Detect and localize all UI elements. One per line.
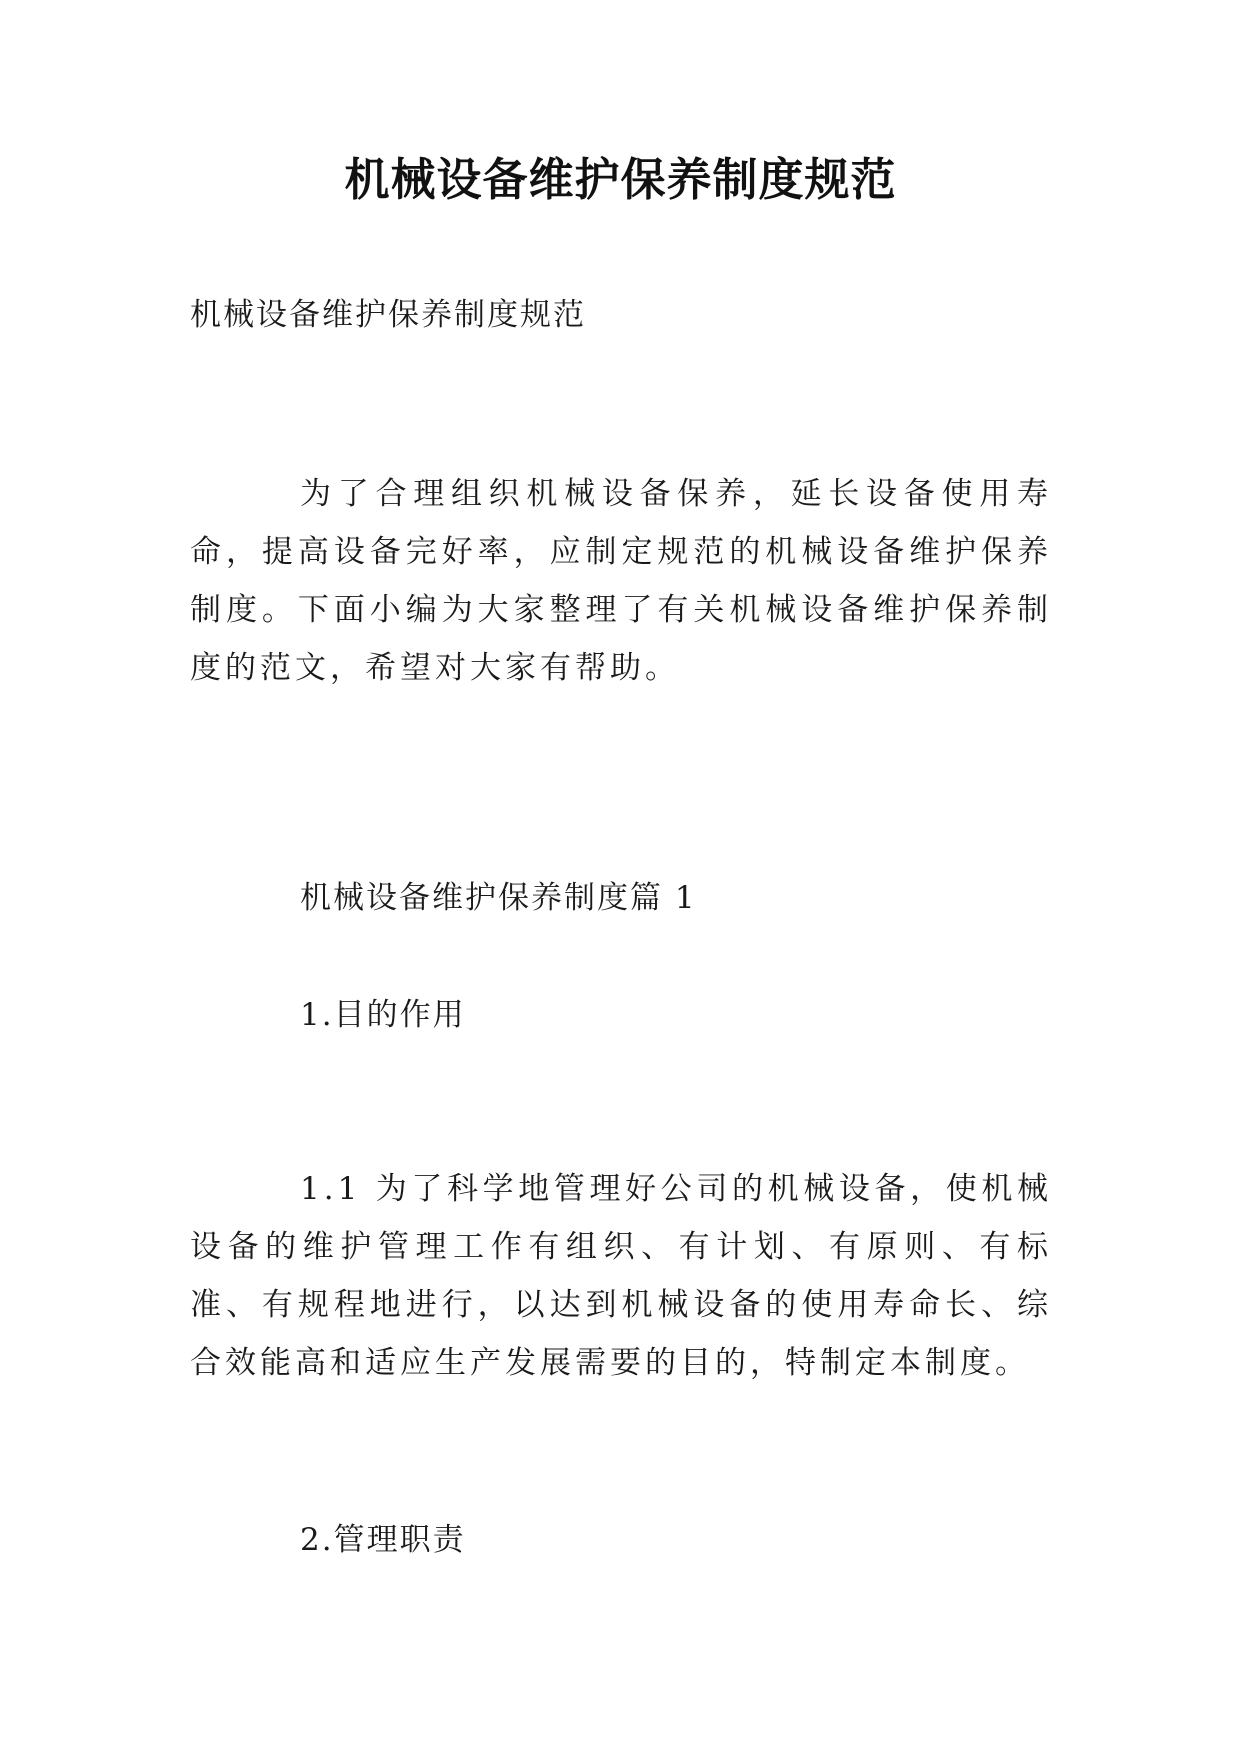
item1-heading: 1.目的作用 bbox=[300, 997, 466, 1033]
document-subtitle: 机械设备维护保养制度规范 bbox=[190, 297, 586, 333]
intro-paragraph: 为了合理组织机械设备保养，延长设备使用寿命，提高设备完好率，应制定规范的机械设备维护保养制度。下面小编为大家整理了有关机械设备维护保养制度的范文，希望对大家有帮助。 bbox=[190, 476, 1052, 686]
item2-heading: 2.管理职责 bbox=[300, 1522, 466, 1558]
section-heading: 机械设备维护保养制度篇 1 bbox=[300, 880, 697, 916]
document-title: 机械设备维护保养制度规范 bbox=[344, 153, 897, 206]
item1-1-paragraph: 1.1 为了科学地管理好公司的机械设备，使机械设备的维护管理工作有组织、有计划、有原则、有标准、有规程地进行，以达到机械设备的使用寿命长、综合效能高和适应生产发展需要的目的，特制定本制度。 bbox=[190, 1171, 1052, 1381]
